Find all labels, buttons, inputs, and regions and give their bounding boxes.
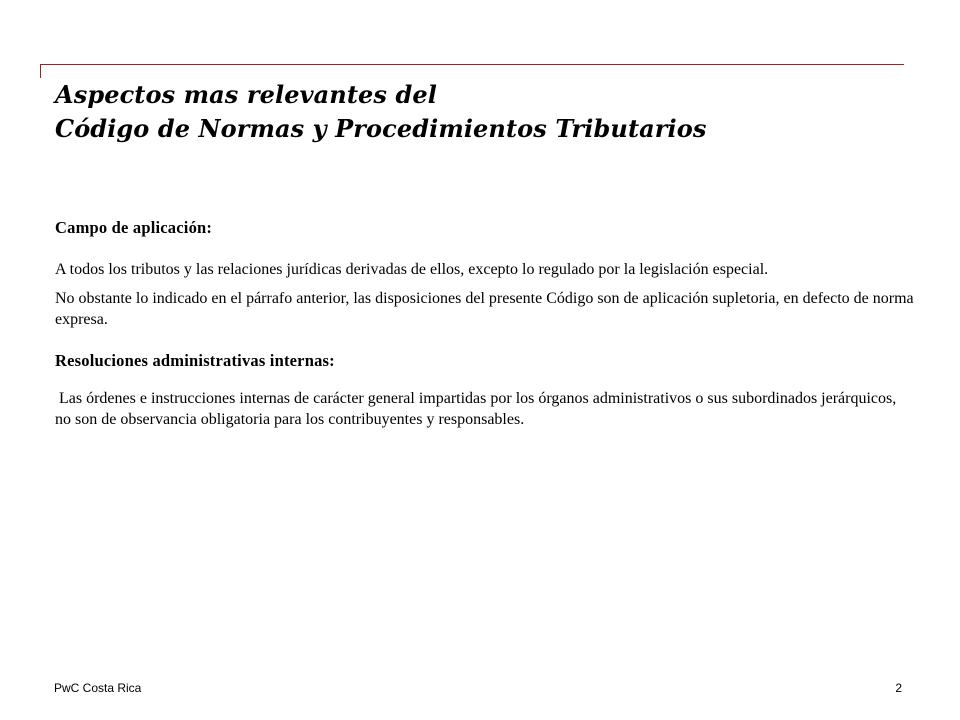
page-number: 2: [895, 681, 902, 695]
section-heading-campo: Campo de aplicación:: [55, 218, 213, 237]
section-heading-resoluciones: Resoluciones administrativas internas:: [55, 351, 335, 370]
slide-body: [55, 217, 915, 430]
title-line-2: Código de Normas y Procedimientos Tributarios: [55, 114, 707, 143]
title-line-1: Aspectos mas relevantes del: [55, 80, 437, 109]
header-rule: [40, 64, 904, 65]
footer-company: PwC Costa Rica: [54, 681, 142, 695]
header-rule-tick: [40, 64, 41, 78]
paragraph-campo-2: No obstante lo indicado en el párrafo anterior, las disposiciones del presente Código son de aplicación supletoria, en defecto de norma expresa.: [55, 290, 914, 328]
paragraph-resoluciones: Las órdenes e instrucciones internas de carácter general impartidas por los órganos administrativos o sus subordinados jerárquicos, no son de observancia obligatoria para los contribuyentes y responsables.: [55, 390, 901, 428]
slide-title: [55, 78, 935, 146]
paragraph-campo-1: A todos los tributos y las relaciones jurídicas derivadas de ellos, excepto lo regulado por la legislación especial.: [55, 261, 769, 278]
